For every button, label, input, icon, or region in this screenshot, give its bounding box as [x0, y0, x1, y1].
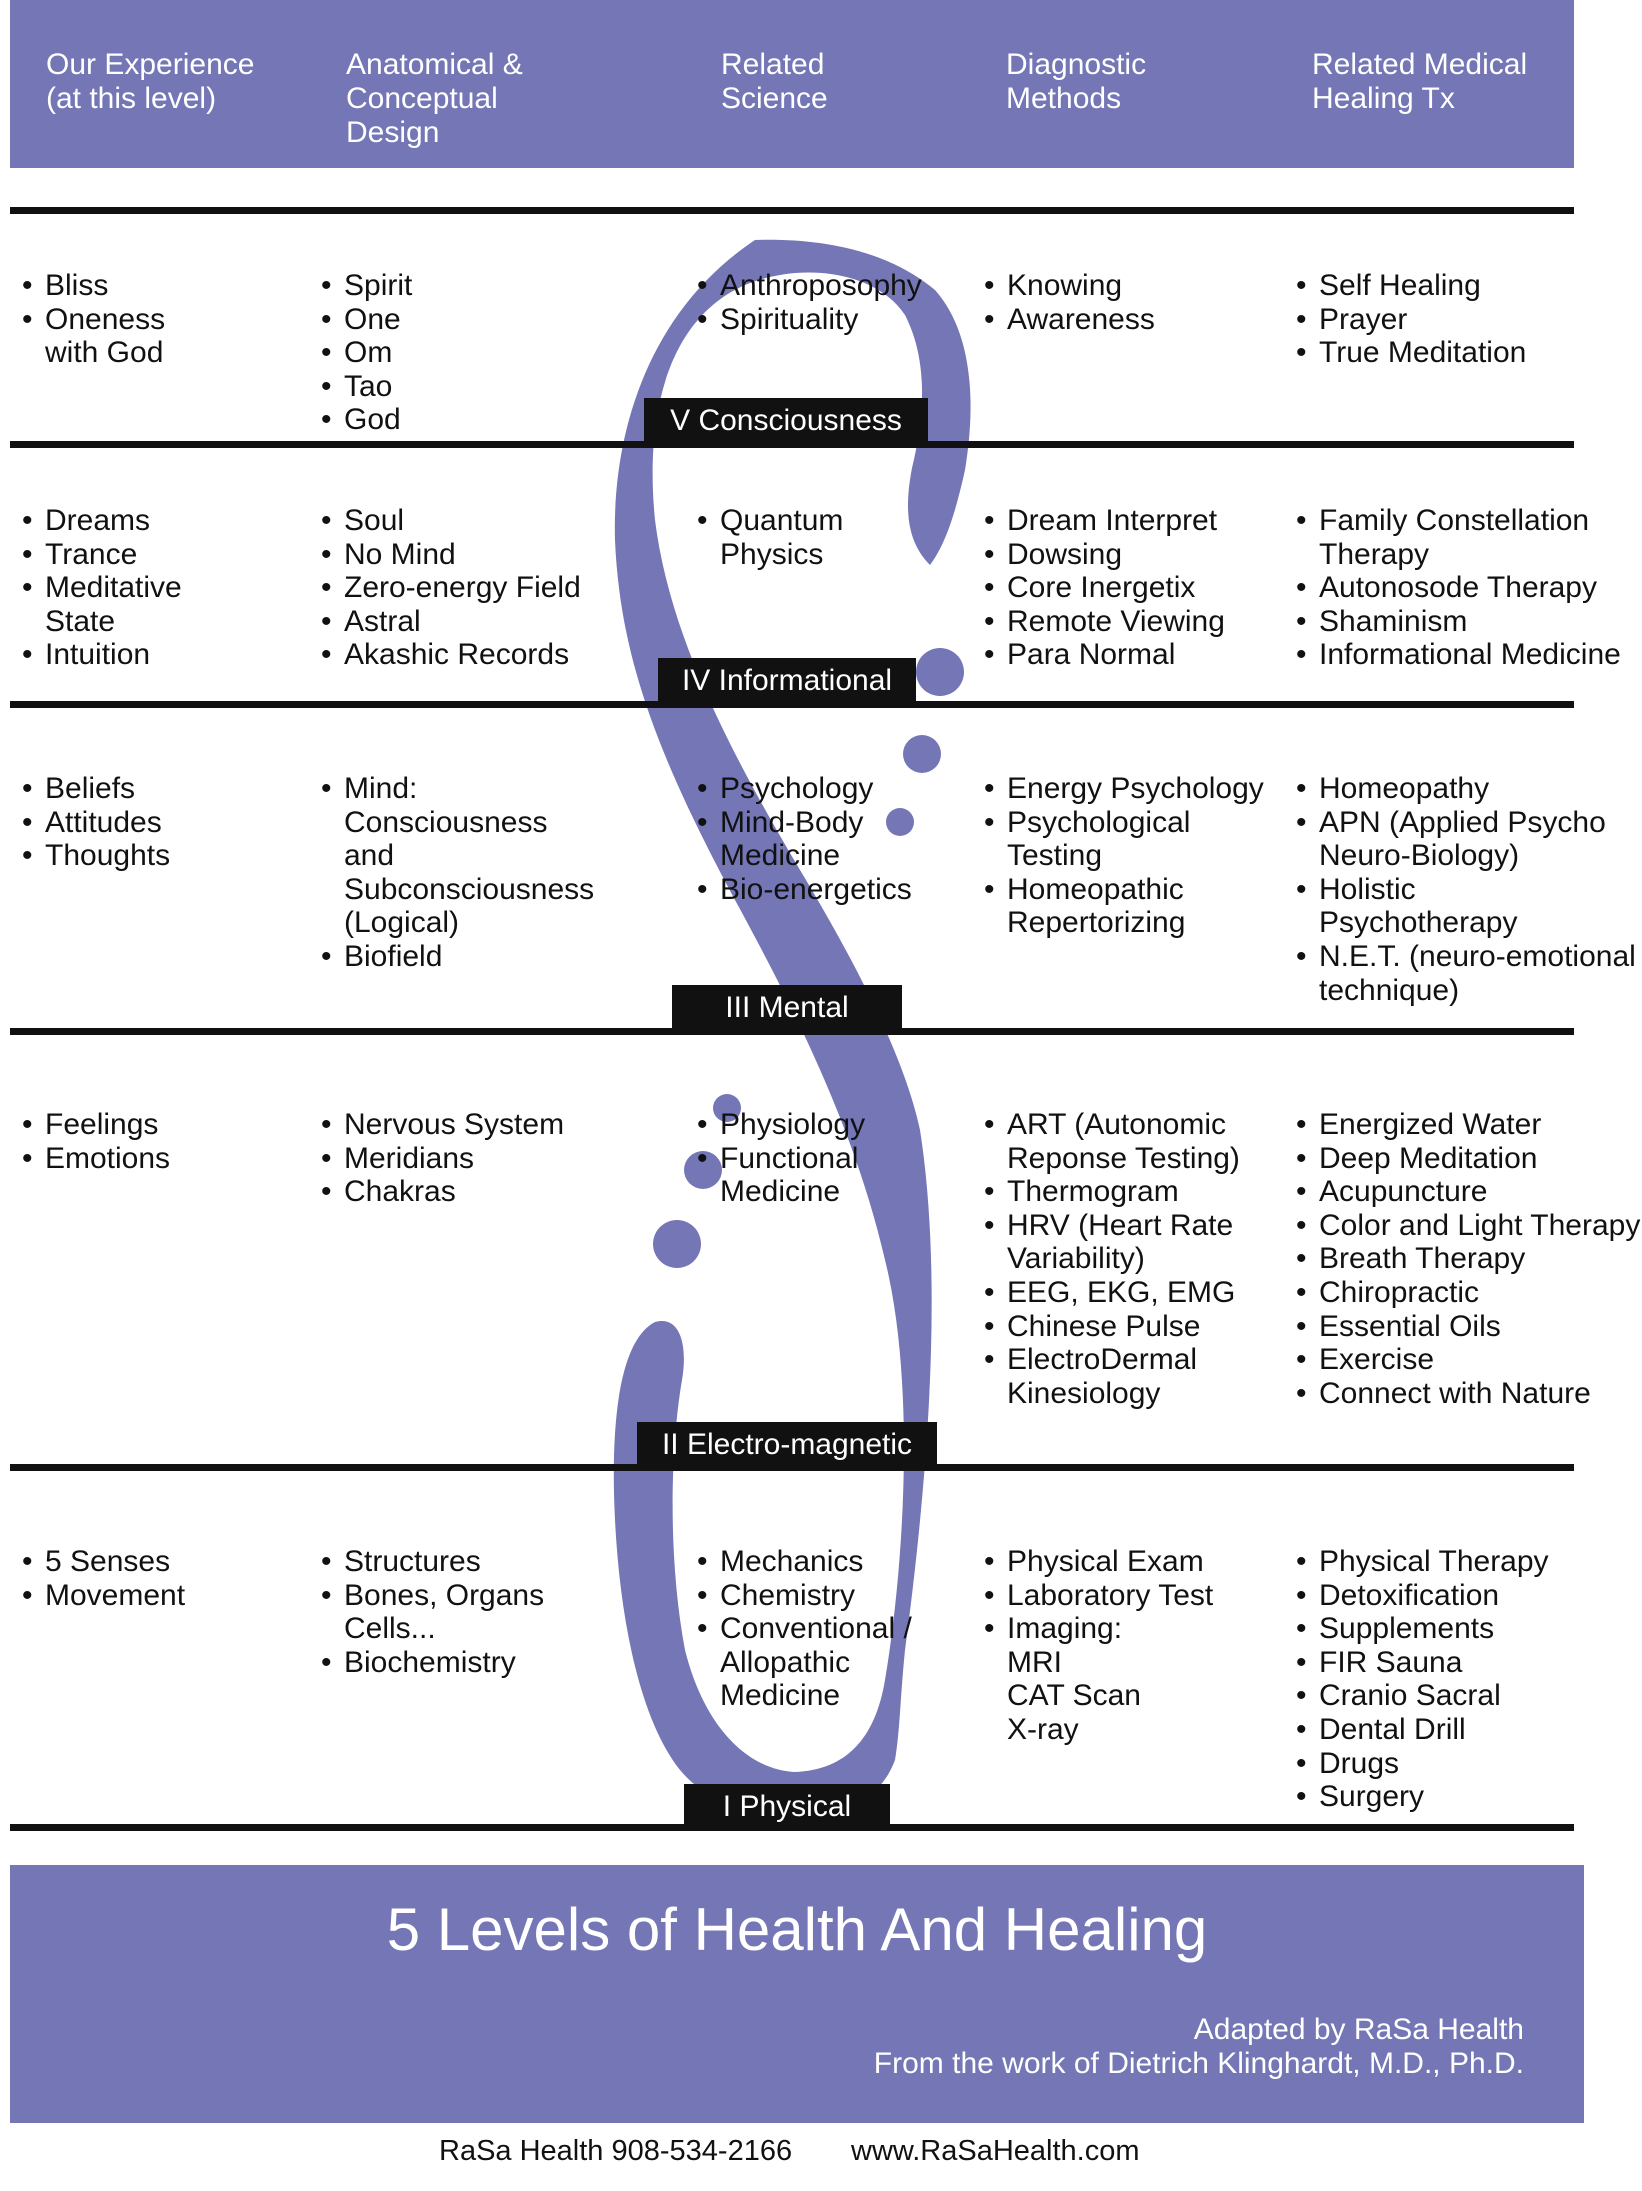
list-item: • Meditative State: [22, 571, 182, 638]
level1-experience-list: [22, 1545, 185, 1612]
list-item: • Acupuncture: [1296, 1175, 1640, 1209]
list-item: • Holistic Psychotherapy: [1296, 873, 1636, 940]
list-item: • Psychological Testing: [984, 806, 1264, 873]
list-item: • 5 Senses: [22, 1545, 185, 1579]
level2-diagnostic-list: [984, 1108, 1240, 1410]
list-item: • Autonosode Therapy: [1296, 571, 1621, 605]
column-header-anatomical: Anatomical & Conceptual Design: [346, 48, 523, 149]
list-item: • Chiropractic: [1296, 1276, 1640, 1310]
list-item: • Emotions: [22, 1142, 170, 1176]
list-item: • Feelings: [22, 1108, 170, 1142]
level2-experience-list: [22, 1108, 170, 1175]
list-item: • Nervous System: [321, 1108, 564, 1142]
level1-anatomical-list: [321, 1545, 544, 1679]
level3-diagnostic-list: [984, 772, 1264, 940]
level-label-mental: III Mental: [672, 985, 902, 1031]
list-item: • Quantum Physics: [697, 504, 843, 571]
attribution-text: Adapted by RaSa Health From the work of Dietrich Klinghardt, M.D., Ph.D.: [873, 2013, 1524, 2080]
list-item: • Beliefs: [22, 772, 170, 806]
list-item: • Conventional / Allopathic Medicine: [697, 1612, 912, 1713]
list-item: • Bio-energetics: [697, 873, 912, 907]
list-item: • One: [321, 303, 412, 337]
level1-healing-list: [1296, 1545, 1549, 1814]
level4-diagnostic-list: [984, 504, 1225, 672]
list-item: • Intuition: [22, 638, 182, 672]
list-item: • HRV (Heart Rate Variability): [984, 1209, 1240, 1276]
level5-healing-list: [1296, 269, 1526, 370]
list-item: • Trance: [22, 538, 182, 572]
bubble: [903, 735, 941, 773]
list-item: • Spirituality: [697, 303, 922, 337]
level-label-consciousness: V Consciousness: [644, 398, 928, 444]
list-item: • Anthroposophy: [697, 269, 922, 303]
list-item: • N.E.T. (neuro-emotional technique): [1296, 940, 1636, 1007]
list-item: • Mind: Consciousness and Subconsciousness (Logical): [321, 772, 594, 940]
list-item: • Homeopathy: [1296, 772, 1636, 806]
list-item: • Surgery: [1296, 1780, 1549, 1814]
list-item: • Essential Oils: [1296, 1310, 1640, 1344]
bubble: [653, 1220, 701, 1268]
list-item: • Family Constellation Therapy: [1296, 504, 1621, 571]
list-item: • EEG, EKG, EMG: [984, 1276, 1240, 1310]
divider: [10, 207, 1574, 214]
list-item: • True Meditation: [1296, 336, 1526, 370]
level4-healing-list: [1296, 504, 1621, 672]
level1-science-list: [697, 1545, 912, 1713]
list-item: • Thermogram: [984, 1175, 1240, 1209]
list-item: • Physical Exam: [984, 1545, 1213, 1579]
level3-experience-list: [22, 772, 170, 873]
level4-anatomical-list: [321, 504, 581, 672]
list-item: • Core Inergetix: [984, 571, 1225, 605]
list-item: • FIR Sauna: [1296, 1646, 1549, 1680]
list-item: • Spirit: [321, 269, 412, 303]
list-item: • Soul: [321, 504, 581, 538]
list-item: • Color and Light Therapy: [1296, 1209, 1640, 1243]
list-item: • Supplements: [1296, 1612, 1549, 1646]
level3-anatomical-list: [321, 772, 594, 974]
list-item: • Mechanics: [697, 1545, 912, 1579]
list-item: • Laboratory Test: [984, 1579, 1213, 1613]
level4-experience-list: [22, 504, 182, 672]
list-item: • Shaminism: [1296, 605, 1621, 639]
level-label-electromagnetic: II Electro-magnetic: [637, 1422, 937, 1468]
list-item: • God: [321, 403, 412, 437]
list-item: • Zero-energy Field: [321, 571, 581, 605]
list-item: • Imaging: MRI CAT Scan X-ray: [984, 1612, 1213, 1746]
list-item: • APN (Applied Psycho Neuro-Biology): [1296, 806, 1636, 873]
list-item: • Knowing: [984, 269, 1155, 303]
list-item: • No Mind: [321, 538, 581, 572]
list-item: • Remote Viewing: [984, 605, 1225, 639]
list-item: • Functional Medicine: [697, 1142, 865, 1209]
column-header-science: Related Science: [721, 48, 828, 115]
list-item: • ART (Autonomic Reponse Testing): [984, 1108, 1240, 1175]
list-item: • Self Healing: [1296, 269, 1526, 303]
list-item: • Movement: [22, 1579, 185, 1613]
list-item: • Energized Water: [1296, 1108, 1640, 1142]
footer-banner: [10, 1865, 1584, 2123]
list-item: • Om: [321, 336, 412, 370]
list-item: • Dream Interpret: [984, 504, 1225, 538]
list-item: • Astral: [321, 605, 581, 639]
contact-website: www.RaSaHealth.com: [851, 2135, 1140, 2167]
level4-science-list: [697, 504, 843, 571]
level2-anatomical-list: [321, 1108, 564, 1209]
list-item: • Dowsing: [984, 538, 1225, 572]
level3-healing-list: [1296, 772, 1636, 1007]
list-item: • Attitudes: [22, 806, 170, 840]
level5-science-list: [697, 269, 922, 336]
list-item: • Informational Medicine: [1296, 638, 1621, 672]
list-item: • Bliss: [22, 269, 165, 303]
list-item: • Chinese Pulse: [984, 1310, 1240, 1344]
column-header-healing: Related Medical Healing Tx: [1312, 48, 1528, 115]
list-item: • Exercise: [1296, 1343, 1640, 1377]
list-item: • ElectroDermal Kinesiology: [984, 1343, 1240, 1410]
column-header-diagnostic: Diagnostic Methods: [1006, 48, 1147, 115]
list-item: • Meridians: [321, 1142, 564, 1176]
bubble: [916, 648, 964, 696]
list-item: • Para Normal: [984, 638, 1225, 672]
list-item: • Awareness: [984, 303, 1155, 337]
column-header-experience: Our Experience (at this level): [46, 48, 255, 115]
contact-phone: RaSa Health 908-534-2166: [439, 2135, 793, 2167]
list-item: • Breath Therapy: [1296, 1242, 1640, 1276]
list-item: • Psychology: [697, 772, 912, 806]
level-label-informational: IV Informational: [658, 658, 916, 704]
list-item: • Dental Drill: [1296, 1713, 1549, 1747]
diagram-title: 5 Levels of Health And Healing: [386, 1896, 1208, 1963]
level5-diagnostic-list: [984, 269, 1155, 336]
list-item: • Dreams: [22, 504, 182, 538]
list-item: • Akashic Records: [321, 638, 581, 672]
list-item: • Drugs: [1296, 1747, 1549, 1781]
list-item: • Cranio Sacral: [1296, 1679, 1549, 1713]
list-item: • Physical Therapy: [1296, 1545, 1549, 1579]
level5-experience-list: [22, 269, 165, 370]
list-item: • Energy Psychology: [984, 772, 1264, 806]
level2-healing-list: [1296, 1108, 1640, 1410]
list-item: • Homeopathic Repertorizing: [984, 873, 1264, 940]
list-item: • Tao: [321, 370, 412, 404]
list-item: • Structures: [321, 1545, 544, 1579]
list-item: • Bones, Organs Cells...: [321, 1579, 544, 1646]
list-item: • Connect with Nature: [1296, 1377, 1640, 1411]
list-item: • Mind-Body Medicine: [697, 806, 912, 873]
list-item: • Thoughts: [22, 839, 170, 873]
list-item: • Detoxification: [1296, 1579, 1549, 1613]
list-item: • Prayer: [1296, 303, 1526, 337]
list-item: • Chakras: [321, 1175, 564, 1209]
level-label-physical: I Physical: [684, 1784, 890, 1830]
list-item: • Deep Meditation: [1296, 1142, 1640, 1176]
list-item: • Chemistry: [697, 1579, 912, 1613]
level2-science-list: [697, 1108, 865, 1209]
list-item: • Physiology: [697, 1108, 865, 1142]
list-item: • Biochemistry: [321, 1646, 544, 1680]
level5-anatomical-list: [321, 269, 412, 437]
list-item: • Oneness with God: [22, 303, 165, 370]
list-item: • Biofield: [321, 940, 594, 974]
level1-diagnostic-list: [984, 1545, 1213, 1747]
level3-science-list: [697, 772, 912, 906]
